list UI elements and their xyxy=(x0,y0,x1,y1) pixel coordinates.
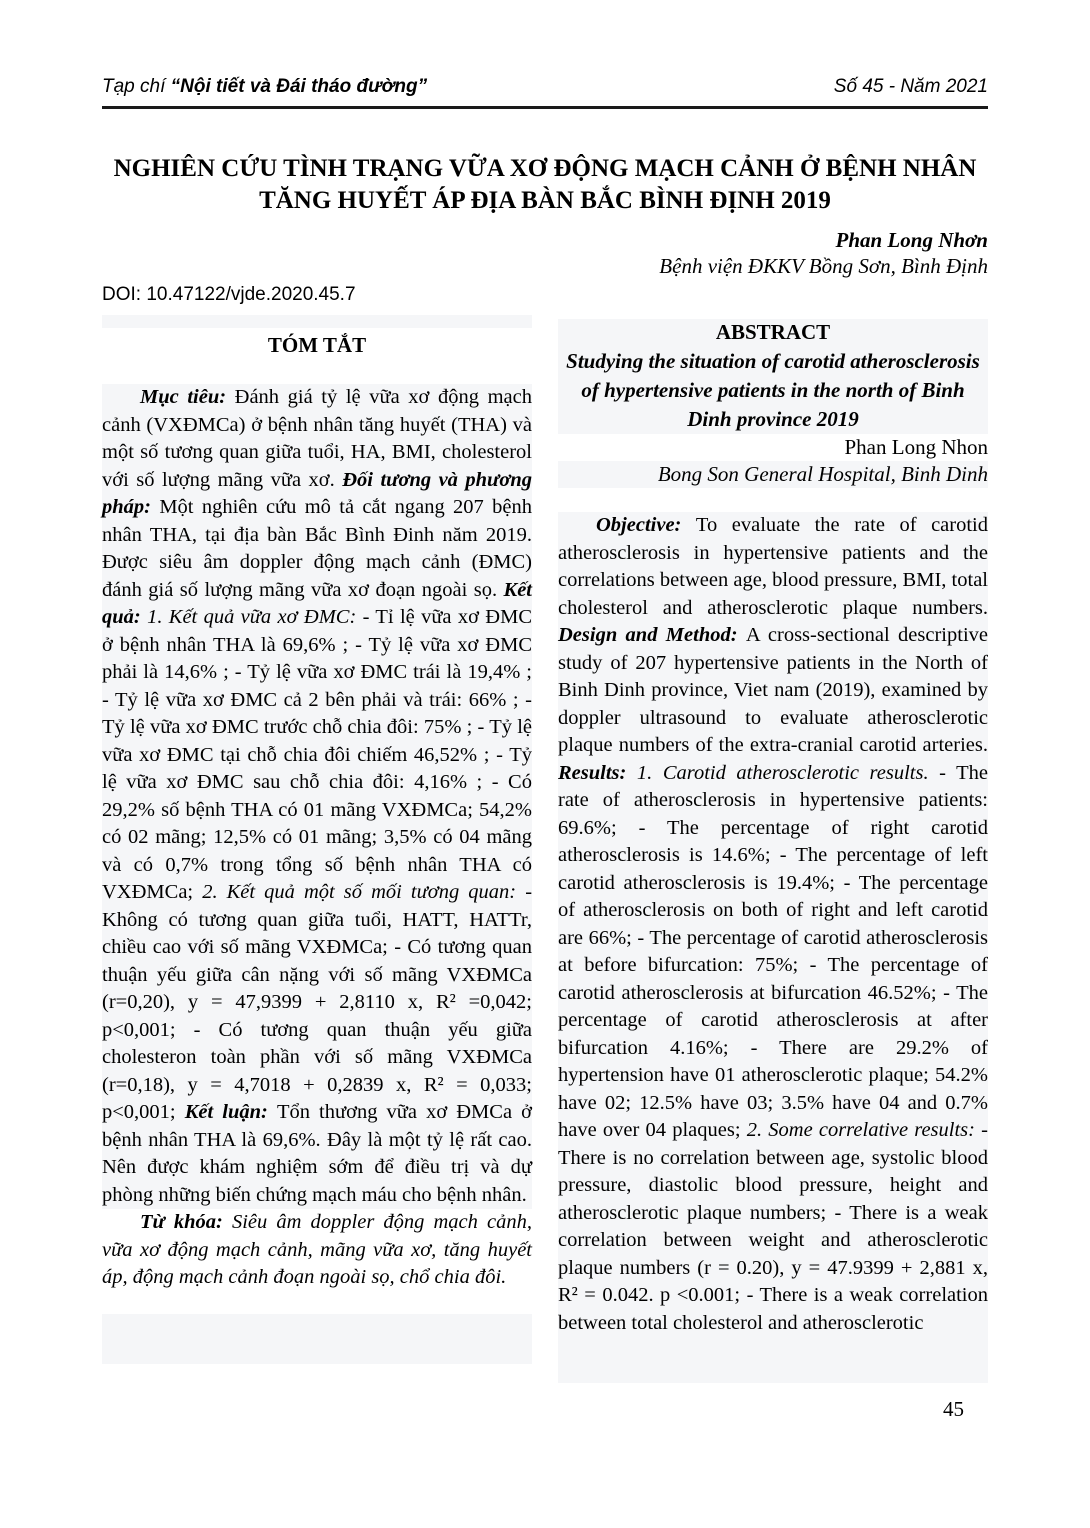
abstract-heading: ABSTRACT xyxy=(715,320,831,344)
article-title: NGHIÊN CỨU TÌNH TRẠNG VỮA XƠ ĐỘNG MẠCH CẢNH Ở BỆNH NHÂN TĂNG HUYẾT ÁP ĐỊA BÀN BẮC BÌNH ĐỊNH 2019 xyxy=(113,155,977,214)
tom-tat-body: Mục tiêu: Đánh giá tỷ lệ vữa xơ động mạch cảnh (VXĐMCa) ở bệnh nhân tăng huyết (THA) và một số tương quan giữa tuổi, HA, BMI, cholesterol với số lượng mãng vữa xơ. Đối tương và phương pháp: Một nghiên cứu mô tả cắt ngang 207 bệnh nhân THA, tại địa bàn Bắc Bình Đinh năm 2019. Được siêu âm doppler động mạch cảnh (ĐMC) đánh giá số lượng mãng vữa xơ đoạn ngoài sọ. Kết quả: 1. Kết quả vữa xơ ĐMC: - Tỉ lệ vữa xơ ĐMC ở bệnh nhân THA là 69,6% ; - Tỷ lệ vữa xơ ĐMC phải là 14,6% ; - Tỷ lệ vữa xơ ĐMC trái là 19,4% ; - Tỷ lệ vữa xơ ĐMC cả 2 bên phải và trái: 66% ; - Tỷ lệ vữa xơ ĐMC trước chỗ chia đôi: 75% ; - Tỷ lệ vữa xơ ĐMC tại chỗ chia đôi chiếm 46,52% ; - Tỷ lệ vữa xơ ĐMC sau chỗ chia đôi: 4,16% ; - Có 29,2% số bệnh THA có 01 mãng VXĐMCa; 54,2% có 02 mãng; 12,5% có 01 mãng; 3,5% có 04 mãng và có 0,7% trong tổng số bệnh nhân THA có VXĐMCa; 2. Kết quả một số mối tương quan: - Không có tương quan giữa tuổi, HATT, HATTr, chiều cao với số mãng VXĐMCa; - Có tương quan thuận yếu giữa cân nặng với số mãng VXĐMCa (r=0,20), y = 47,9399 + 2,8110 x, R² =0,042; p<0,001; - Có tương quan thuận yếu giữa cholesteron toàn phần với số mãng VXĐMCa (r=0,18), y = 4,7018 + 0,2839 x, R² = 0,033; p<0,001; Kết luận: Tổn thương vữa xơ ĐMCa ở bệnh nhân THA là 69,6%. Đây là một tỷ lệ rất cao. Nên được khám nghiệm sớm để điều trị và dự phòng những biến chứng mạch máu cho bệnh nhân. xyxy=(102,384,532,1209)
scan-shade-band-left xyxy=(102,1314,532,1364)
scan-shade-strip xyxy=(102,315,532,328)
abstract-body: Objective: To evaluate the rate of carotid atherosclerosis in hypertensive patients and the correlations between age, blood pressure, BMI, total cholesterol and atherosclerotic plaque numbers. Design and Method: A cross-sectional descriptive study of 207 hypertensive patients in the North of Binh Dinh province, Viet nam (2019), examined by doppler ultrasound to evaluate atherosclerotic plaque numbers of the extra-cranial carotid arteries. Results: 1. Carotid atherosclerotic results. - The rate of atherosclerosis in hypertensive patients: 69.6%; - The percentage of right carotid atherosclerosis is 14.6%; - The percentage of left carotid atherosclerosis is 19.4%; - The percentage of atherosclerosis on both of right and left carotid are 66%; - The percentage of carotid atherosclerosis at before bifurcation: 75%; - The percentage of carotid atherosclerosis at bifurcation 46.52%; - The percentage of carotid atherosclerosis at after bifurcation 4.16%; - There are 29.2% of hypertension have 01 atherosclerotic plaque; 54.2% have 02; 12.5% have 03; 3.5% have 04 and 0.7% have over 04 plaques; 2. Some correlative results: - There is no correlation between age, systolic blood pressure, diastolic blood pressure, height and atherosclerotic plaque numbers; - There is a weak correlation between weight and atherosclerotic plaque numbers (r = 0.20), y = 47.9399 + 2,881 x, R² = 0.042. p <0.001; - There is a weak correlation between total cholesterol and atherosclerotic xyxy=(558,512,988,1383)
issue-label: Số 45 - Năm 2021 xyxy=(833,76,988,97)
author-name-en: Phan Long Nhon xyxy=(844,435,988,459)
column-english xyxy=(558,315,988,1383)
journal-header xyxy=(102,0,988,98)
abstract-subtitle: Studying the situation of carotid atherosclerosis of hypertensive patients in the north of Binh Dinh province 2019 xyxy=(566,349,980,431)
keywords-paragraph: Từ khóa: Siêu âm doppler động mạch cảnh, vữa xơ động mạch cảnh, mãng vữa xơ, tăng huyết áp, động mạch cảnh đoạn ngoài sọ, chổ chia đôi. xyxy=(102,1211,532,1288)
header-rule xyxy=(102,106,988,109)
tom-tat-heading: TÓM TẮT xyxy=(267,333,367,357)
journal-name: Tạp chí “Nội tiết và Đái tháo đường” xyxy=(102,76,428,97)
column-vietnamese xyxy=(102,315,532,1383)
page-number: 45 xyxy=(943,1397,964,1421)
doi: DOI: 10.47122/vjde.2020.45.7 xyxy=(102,284,356,305)
abstract-heading-block xyxy=(558,319,988,434)
affiliation-vi: Bệnh viện ĐKKV Bồng Sơn, Bình Định xyxy=(659,254,988,278)
two-column-body xyxy=(102,315,988,1383)
affiliation-en: Bong Son General Hospital, Binh Dinh xyxy=(558,461,988,488)
author-name-vi: Phan Long Nhơn xyxy=(835,228,988,252)
